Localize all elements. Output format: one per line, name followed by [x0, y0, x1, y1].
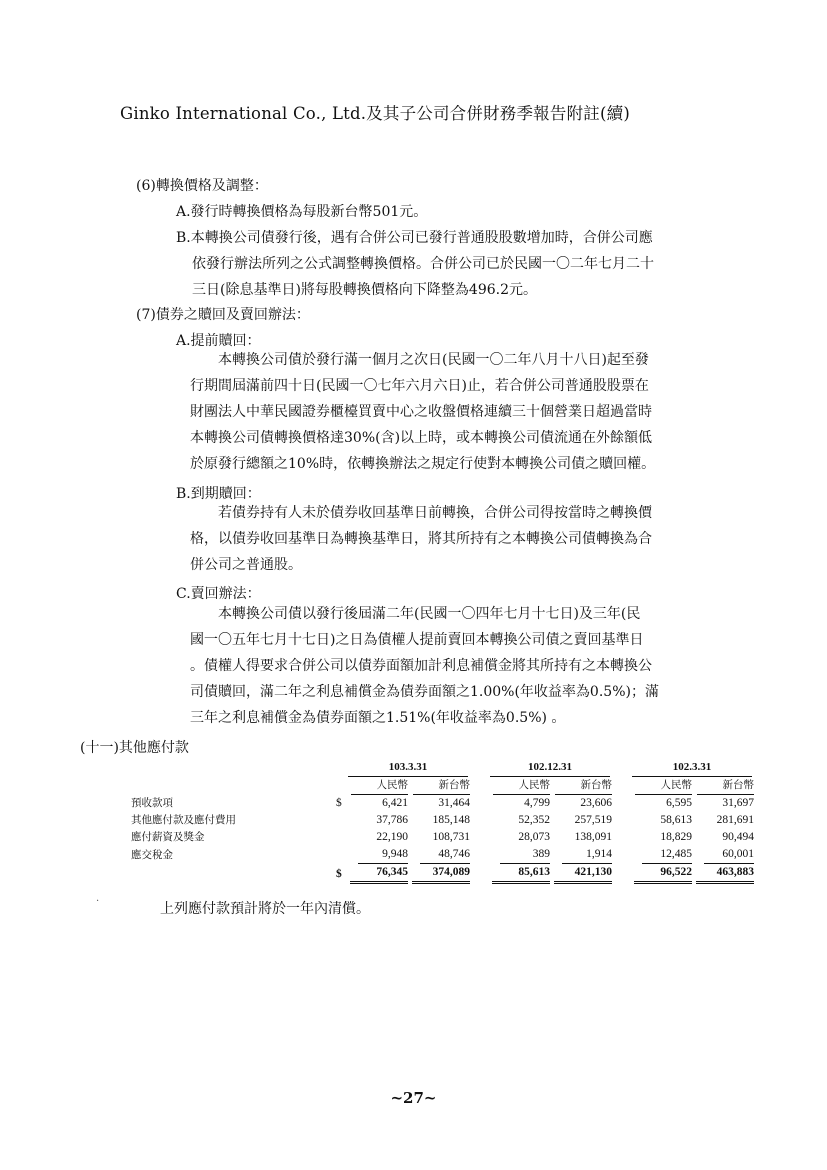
table-cell: 185,148 — [432, 814, 470, 826]
period-header: 102.3.31 — [632, 759, 751, 777]
table-cell: 6,595 — [666, 797, 692, 809]
section-6-b-line: B.本轉換公司債發行後，遇有合併公司已發行普通股股數增加時，合併公司應 — [176, 230, 653, 246]
para-line: 本轉換公司債轉換價格達30%(含)以上時，或本轉換公司債流通在外餘額低 — [190, 430, 653, 446]
section-11-heading: (十一)其他應付款 — [80, 740, 189, 756]
table-cell: 90,494 — [722, 831, 754, 843]
total-cell: 421,130 — [554, 864, 612, 884]
total-cell: 85,613 — [492, 864, 550, 884]
table-cell: 28,073 — [518, 831, 550, 843]
para-line: 財團法人中華民國證券櫃檯買賣中心之收盤價格連續三十個營業日超過當時 — [190, 404, 652, 420]
section-6-b-line: 三日(除息基準日)將每股轉換價格向下降整為496.2元。 — [192, 282, 538, 298]
table-cell: 257,519 — [574, 814, 612, 826]
column-header-rmb: 人民幣 — [493, 777, 550, 795]
table-cell: 48,746 — [420, 846, 470, 864]
para-line — [190, 500, 652, 526]
other-payables-table — [128, 759, 754, 884]
row-label: 其他應付款及應付費用 — [131, 814, 236, 826]
table-cell: 31,464 — [438, 797, 470, 809]
table-cell: 4,799 — [524, 797, 550, 809]
column-header-ntd: 新台幣 — [697, 777, 754, 795]
row-label: 預收款項 — [131, 797, 173, 809]
table-cell: 52,352 — [518, 814, 550, 826]
table-cell: 9,948 — [358, 846, 408, 864]
table-currency-row — [128, 777, 754, 795]
table-cell: 6,421 — [382, 797, 408, 809]
table-row — [128, 829, 754, 846]
total-cell: 76,345 — [350, 864, 408, 884]
para-line-text: 若債券持有人未於債券收回基準日前轉換，合併公司得按當時之轉換價 — [218, 505, 652, 521]
column-header-rmb: 人民幣 — [351, 777, 408, 795]
bullet-mark: . — [96, 893, 100, 904]
section-6-item-a: A.發行時轉換價格為每股新台幣501元。 — [176, 204, 428, 220]
total-cell: 463,883 — [696, 864, 754, 884]
table-cell: 108,731 — [432, 831, 470, 843]
table-row — [128, 812, 754, 829]
period-header: 103.3.31 — [348, 759, 467, 777]
currency-symbol: $ — [336, 867, 342, 880]
row-label: 應交稅金 — [131, 848, 173, 861]
table-cell: 60,001 — [704, 846, 754, 864]
section-6-item-b — [176, 225, 654, 303]
table-cell: 12,485 — [642, 846, 692, 864]
section-7-c-heading: C.賣回辦法： — [176, 586, 261, 602]
section-6-heading: (6)轉換價格及調整： — [136, 178, 268, 194]
total-cell: 374,089 — [412, 864, 470, 884]
table-cell: 22,190 — [376, 831, 408, 843]
row-label: 應付薪資及獎金 — [131, 831, 205, 843]
table-period-row — [128, 759, 754, 777]
table-cell: 37,786 — [376, 814, 408, 826]
para-line — [190, 347, 655, 373]
para-line: 三年之利息補償金為債券面額之1.51%(年收益率為0.5%) 。 — [190, 710, 566, 726]
para-line: 行期間屆滿前四十日(民國一〇七年六月六日)止，若合併公司普通股股票在 — [190, 378, 649, 394]
column-header-ntd: 新台幣 — [555, 777, 612, 795]
period-header: 102.12.31 — [490, 759, 609, 777]
para-line: 司債贖回，滿二年之利息補償金為債券面額之1.00%(年收益率為0.5%)；滿 — [190, 684, 659, 700]
table-cell: 281,691 — [716, 814, 754, 826]
table-cell: 18,829 — [660, 831, 692, 843]
table-cell: 31,697 — [722, 797, 754, 809]
section-7-c-paragraph — [190, 601, 659, 731]
section-7-heading: (7)債券之贖回及賣回辦法： — [136, 307, 310, 323]
section-7-b-paragraph — [190, 500, 652, 578]
para-line: 格，以債券收回基準日為轉換基準日，將其所持有之本轉換公司債轉換為合 — [190, 531, 652, 547]
table-row — [128, 795, 754, 812]
currency-symbol: $ — [336, 797, 342, 809]
table-row — [128, 846, 754, 864]
footnote: 上列應付款預計將於一年內清償。 — [160, 901, 370, 917]
para-line-text: 本轉換公司債以發行後屆滿二年(民國一〇四年七月十七日)及三年(民 — [218, 606, 641, 622]
table-cell: 1,914 — [562, 846, 612, 864]
para-line: 國一〇五年七月十七日)之日為債權人提前賣回本轉換公司債之賣回基準日 — [190, 632, 644, 648]
para-line: 。債權人得要求合併公司以債券面額加計利息補償金將其所持有之本轉換公 — [190, 658, 652, 674]
column-header-rmb: 人民幣 — [635, 777, 692, 795]
table-cell: 138,091 — [574, 831, 612, 843]
column-header-ntd: 新台幣 — [413, 777, 470, 795]
table-cell: 389 — [500, 846, 550, 864]
page-header: Ginko International Co., Ltd.及其子公司合併財務季報告附註(續) — [120, 104, 630, 123]
para-line: 併公司之普通股。 — [190, 557, 302, 573]
para-line — [190, 601, 659, 627]
section-7-a-heading: A.提前贖回： — [176, 333, 261, 349]
para-line: 於原發行總額之10%時，依轉換辦法之規定行使對本轉換公司債之贖回權。 — [190, 456, 656, 472]
total-cell: 96,522 — [634, 864, 692, 884]
section-6-b-line: 依發行辦法所列之公式調整轉換價格。合併公司已於民國一〇二年七月二十 — [192, 256, 654, 272]
table-cell: 23,606 — [580, 797, 612, 809]
section-7-a-paragraph — [190, 347, 655, 477]
page-number: ~27~ — [390, 1089, 437, 1107]
table-cell: 58,613 — [660, 814, 692, 826]
table-total-row — [128, 864, 754, 884]
section-7-b-heading: B.到期贖回： — [176, 486, 261, 502]
para-line-text: 本轉換公司債於發行滿一個月之次日(民國一〇二年八月十八日)起至發 — [218, 352, 649, 368]
